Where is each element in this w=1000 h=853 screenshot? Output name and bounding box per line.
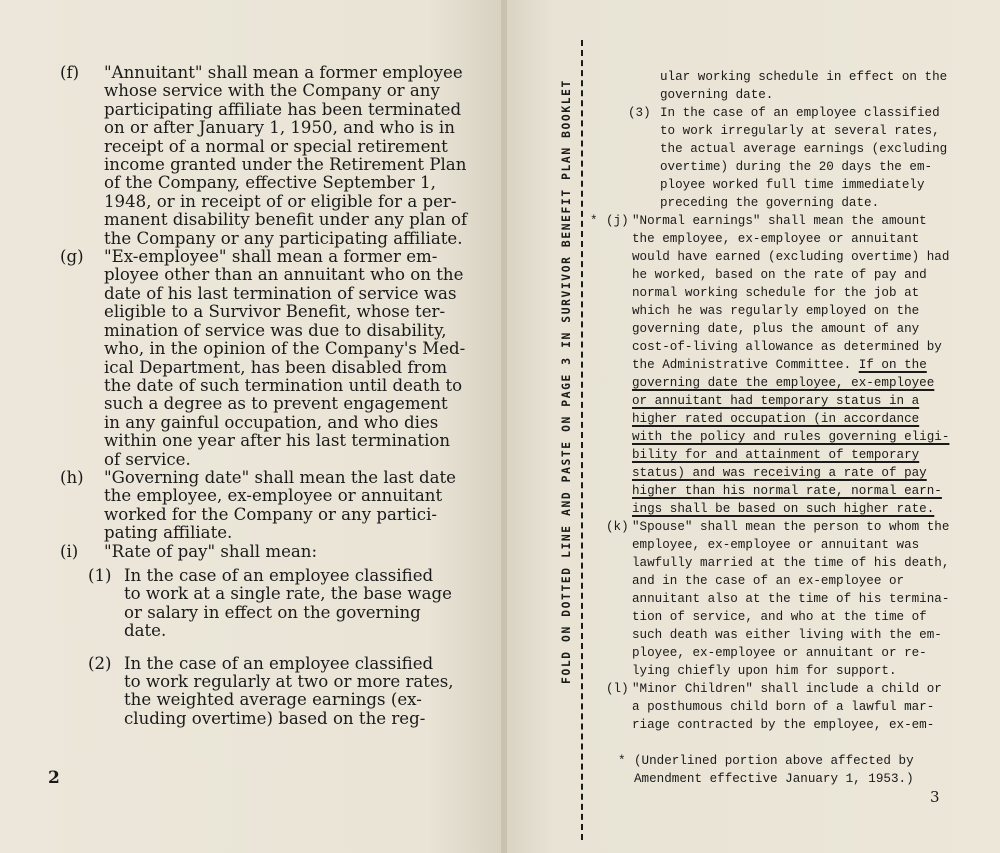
underlined-line: ings shall be based on such higher rate. <box>632 502 935 516</box>
paragraph-label: (j) <box>606 214 629 228</box>
subparagraph-label: (2) <box>88 653 112 673</box>
text-line: preceding the governing date. <box>660 196 880 210</box>
underlined-line: governing date the employee, ex-employee <box>632 376 935 390</box>
text-line: lawfully married at the time of his death, <box>632 556 950 570</box>
text-line: ular working schedule in effect on the <box>660 70 948 84</box>
underlined-line: bility for and attainment of temporary <box>632 448 920 462</box>
text-line: tion of service, and who at the time of <box>632 610 927 624</box>
text-line: such death was either living with the em- <box>632 628 942 642</box>
page-number-right: 3 <box>930 788 940 806</box>
paragraph-k <box>590 518 960 680</box>
left-page-text <box>60 64 470 728</box>
text-line: normal working schedule for the job at <box>632 286 920 300</box>
text-line: ployee other than an annuitant who on the <box>104 265 464 285</box>
paragraph-h <box>60 469 470 543</box>
text-line: to work irregularly at several rates, <box>660 124 940 138</box>
text-line: worked for the Company or any partici- <box>104 504 438 524</box>
text-line: the employee, ex-employee or annuitant <box>632 232 920 246</box>
text-line: 1948, or in receipt of or eligible for a per- <box>104 191 457 211</box>
amendment-note <box>618 752 978 788</box>
subparagraph-2-continuation <box>590 68 960 104</box>
paragraph-label: (i) <box>60 541 79 561</box>
text-line: In the case of an employee classified <box>124 653 434 673</box>
page-number-left: 2 <box>48 768 60 788</box>
text-line: governing date. <box>660 88 774 102</box>
booklet-spine <box>501 0 507 853</box>
subparagraph-2 <box>60 655 470 729</box>
text-line: "Annuitant" shall mean a former employee <box>104 63 463 82</box>
text-line: the Company or any participating affiliate. <box>104 228 463 248</box>
text-line: "Governing date" shall mean the last date <box>104 467 457 487</box>
paragraph-g <box>60 248 470 469</box>
text-line: the employee, ex-employee or annuitant <box>104 486 443 506</box>
subparagraph-label: (1) <box>88 565 112 585</box>
paragraph-label: (g) <box>60 247 84 267</box>
text-line: on or after January 1, 1950, and who is in <box>104 118 455 138</box>
text-line: overtime) during the 20 days the em- <box>660 160 933 174</box>
amendment-asterisk: * <box>590 214 598 228</box>
text-line: date. <box>124 621 167 641</box>
paragraph-f <box>60 64 470 248</box>
text-line: manent disability benefit under any plan of <box>104 210 468 230</box>
underlined-line: higher than his normal rate, normal earn- <box>632 484 942 498</box>
subparagraph-3 <box>590 104 960 212</box>
underlined-text: If on the <box>858 358 927 372</box>
text-line: "Spouse" shall mean the person to whom the <box>632 520 950 534</box>
text-line: date of his last termination of service was <box>104 283 457 303</box>
text-line: he worked, based on the rate of pay and <box>632 268 927 282</box>
text-line: such a degree as to prevent engagement <box>104 394 448 414</box>
text-line: riage contracted by the employee, ex-em- <box>632 718 935 732</box>
right-page-text <box>590 68 960 734</box>
text-line: to work at a single rate, the base wage <box>124 584 452 604</box>
text-line: "Minor Children" shall include a child or <box>632 682 942 696</box>
underlined-line: with the policy and rules governing eligi- <box>632 430 950 444</box>
text-line: employee, ex-employee or annuitant was <box>632 538 920 552</box>
text-line: eligible to a Survivor Benefit, whose ter- <box>104 302 446 322</box>
text-line: the actual average earnings (excluding <box>660 142 948 156</box>
text-line: "Ex-employee" shall mean a former em- <box>104 247 438 267</box>
text-plain: the Administrative Committee. <box>632 358 859 372</box>
text-line: lying chiefly upon him for support. <box>632 664 897 678</box>
text-line: whose service with the Company or any <box>104 81 440 101</box>
paragraph-label: (k) <box>606 520 629 534</box>
text-line: In the case of an employee classified <box>660 106 940 120</box>
text-line: "Rate of pay" shall mean: <box>104 541 318 561</box>
text-line: of service. <box>104 449 191 469</box>
text-line: income granted under the Retirement Plan <box>104 155 467 175</box>
fold-caption-text: FOLD ON DOTTED LINE AND PASTE ON PAGE 3 IN SURVIVOR BENEFIT PLAN BOOKLET <box>559 78 573 684</box>
text-line: the date of such termination until death to <box>104 375 463 395</box>
text-line: the weighted average earnings (ex- <box>124 690 422 710</box>
underlined-line: status) and was receiving a rate of pay <box>632 466 927 480</box>
text-line: or salary in effect on the governing <box>124 602 421 622</box>
fold-caption <box>546 74 586 688</box>
text-line: pating affiliate. <box>104 523 233 543</box>
paragraph-label: (f) <box>60 63 80 82</box>
subparagraph-label: (3) <box>628 106 651 120</box>
paragraph-label: (l) <box>606 682 629 696</box>
text-line: ployee worked full time immediately <box>660 178 925 192</box>
amendment-asterisk: * <box>618 754 626 768</box>
underlined-line: higher rated occupation (in accordance <box>632 412 920 426</box>
text-line-mixed <box>632 356 960 374</box>
text-line: within one year after his last termination <box>104 431 451 451</box>
note-line: Amendment effective January 1, 1953.) <box>634 772 914 786</box>
text-line: participating affiliate has been terminated <box>104 99 462 119</box>
paragraph-l <box>590 680 960 734</box>
text-line: annuitant also at the time of his termina- <box>632 592 950 606</box>
note-line: (Underlined portion above affected by <box>634 754 914 768</box>
text-line: in any gainful occupation, and who dies <box>104 412 439 432</box>
text-line: ical Department, has been disabled from <box>104 357 448 377</box>
text-line: would have earned (excluding overtime) had <box>632 250 950 264</box>
text-line: of the Company, effective September 1, <box>104 173 436 193</box>
text-line: who, in the opinion of the Company's Med- <box>104 339 466 359</box>
text-line: governing date, plus the amount of any <box>632 322 920 336</box>
underlined-line: or annuitant had temporary status in a <box>632 394 920 408</box>
text-line: cost-of-living allowance as determined by <box>632 340 942 354</box>
text-line: and in the case of an ex-employee or <box>632 574 905 588</box>
text-line: cluding overtime) based on the reg- <box>124 708 426 728</box>
paragraph-j <box>590 212 960 518</box>
text-line: mination of service was due to disability, <box>104 320 447 340</box>
text-line: to work regularly at two or more rates, <box>124 672 454 691</box>
text-line: receipt of a normal or special retirement <box>104 136 448 156</box>
subparagraph-1 <box>60 567 470 641</box>
text-line: "Normal earnings" shall mean the amount <box>632 214 927 228</box>
paragraph-i <box>60 543 470 561</box>
text-line: a posthumous child born of a lawful mar- <box>632 700 935 714</box>
text-line: ployee, ex-employee or annuitant or re- <box>632 646 927 660</box>
paragraph-label: (h) <box>60 467 84 487</box>
text-line: which he was regularly employed on the <box>632 304 920 318</box>
text-line: In the case of an employee classified <box>124 565 434 585</box>
